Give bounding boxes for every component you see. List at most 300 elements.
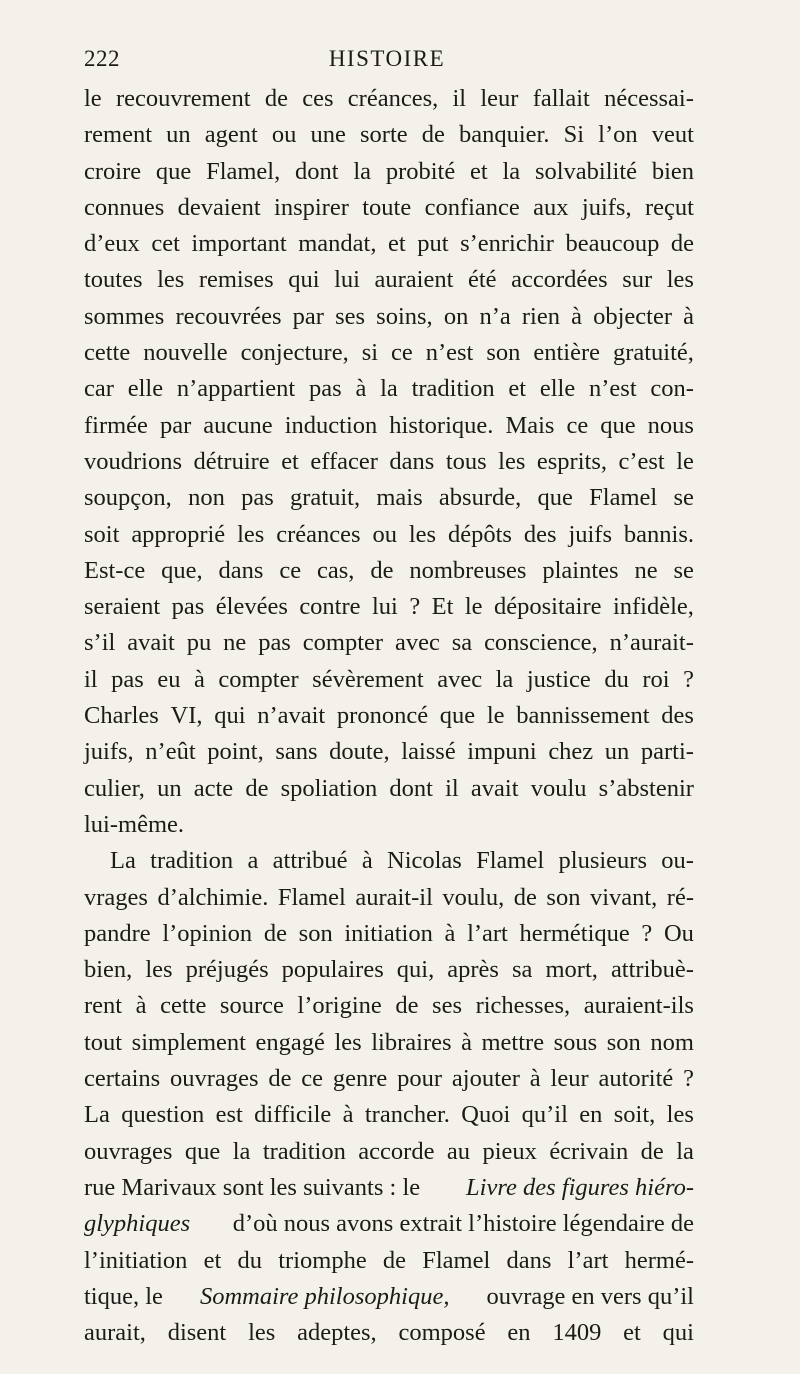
text-line xyxy=(84,988,694,1024)
word: pas xyxy=(111,665,144,693)
text-line-mixed xyxy=(84,1279,694,1315)
word: et xyxy=(623,1319,641,1347)
word: pieux xyxy=(482,1137,537,1165)
word: et xyxy=(203,1246,222,1274)
word: lui xyxy=(371,593,398,621)
word: les xyxy=(498,447,526,475)
word: de xyxy=(395,992,419,1020)
word: pas xyxy=(309,375,342,403)
word: l’art xyxy=(567,1246,609,1274)
word: ou xyxy=(271,121,297,149)
word: car xyxy=(84,375,114,403)
word: attribuè- xyxy=(610,956,694,984)
word: écrivain xyxy=(549,1137,629,1165)
word: sa xyxy=(451,629,473,657)
word: question xyxy=(121,1101,205,1129)
word: veut xyxy=(651,121,694,149)
word: gratuit, xyxy=(290,484,361,512)
word: pu xyxy=(186,629,212,657)
word: sévèrement xyxy=(312,665,424,693)
word: La xyxy=(84,1101,110,1129)
word: le xyxy=(464,593,483,621)
word: Nicolas xyxy=(387,847,462,875)
word: et xyxy=(281,447,299,475)
word: après xyxy=(447,956,499,984)
word: trancher. xyxy=(364,1101,450,1129)
word: de xyxy=(268,1065,292,1093)
word: à xyxy=(361,847,373,875)
word: La xyxy=(110,847,136,875)
word: tradition xyxy=(150,847,234,875)
text-line xyxy=(84,371,694,407)
word: il xyxy=(84,665,98,693)
word: Est-ce xyxy=(84,556,146,584)
word: par xyxy=(159,411,192,439)
word: entière xyxy=(533,339,600,367)
word: avait xyxy=(470,774,519,802)
word: de xyxy=(382,1246,407,1274)
word: se xyxy=(673,484,694,512)
word: compter xyxy=(218,665,299,693)
word: avec xyxy=(394,629,440,657)
word: la xyxy=(676,1137,694,1165)
word: dans xyxy=(506,1246,552,1274)
word: auraient-ils xyxy=(583,992,694,1020)
word: roi xyxy=(642,665,670,693)
word: qu’il xyxy=(521,1101,568,1129)
word: Flamel xyxy=(277,883,346,911)
word: non xyxy=(188,484,225,512)
word: accorde xyxy=(358,1137,435,1165)
word: nom xyxy=(650,1028,694,1056)
word: dans xyxy=(218,556,264,584)
word: Flamel xyxy=(476,847,545,875)
word: n’aurait- xyxy=(609,629,694,657)
word: c’est xyxy=(618,447,665,475)
word: justice xyxy=(526,665,591,693)
word: acte xyxy=(193,774,234,802)
word: rien xyxy=(521,302,560,330)
word: disent xyxy=(167,1319,227,1347)
word: esprits, xyxy=(536,447,607,475)
word: mort, xyxy=(545,956,598,984)
word: doute, xyxy=(329,738,390,766)
word: du xyxy=(604,665,629,693)
word: ses xyxy=(335,302,366,330)
word: un xyxy=(166,121,191,149)
word: mais xyxy=(376,484,423,512)
word: ce xyxy=(391,339,413,367)
word: pandre xyxy=(84,919,151,947)
word: juifs, xyxy=(84,738,134,766)
line-text-roman: tique, le xyxy=(84,1282,163,1310)
word: toutes xyxy=(84,266,143,294)
book-title-italic: glyphiques xyxy=(84,1210,191,1238)
word: bannissement xyxy=(516,702,650,730)
word: soit, xyxy=(613,1101,656,1129)
word: accordées xyxy=(511,266,608,294)
word: leur xyxy=(480,85,519,112)
word: la xyxy=(232,1137,251,1165)
word: historique. xyxy=(389,411,494,439)
text-line xyxy=(84,335,694,371)
word: cas, xyxy=(317,556,355,584)
word: en xyxy=(579,1101,603,1129)
word: de xyxy=(640,1137,664,1165)
word: initiation xyxy=(344,919,433,947)
word: des xyxy=(661,702,694,730)
word: qui, xyxy=(396,956,435,984)
word: Quoi xyxy=(461,1101,511,1129)
text-line xyxy=(84,190,694,226)
word: par xyxy=(292,302,324,330)
word: voudrions xyxy=(84,447,182,475)
word: dans xyxy=(389,447,435,475)
word: Flamel xyxy=(589,484,658,512)
text-line xyxy=(84,444,694,480)
word: objecter xyxy=(593,302,672,330)
text-line xyxy=(84,771,694,807)
word: pour xyxy=(397,1065,443,1093)
word: eu xyxy=(157,665,181,693)
text-line xyxy=(84,1097,694,1133)
word: ouvrages xyxy=(170,1065,259,1093)
word: nouvelle xyxy=(143,339,228,367)
word: culier, xyxy=(84,774,145,802)
text-line xyxy=(84,1025,694,1061)
word: spoliation xyxy=(280,774,378,802)
line-text-roman: ouvrage en vers qu’il xyxy=(486,1282,694,1310)
word: d’eux xyxy=(84,230,140,258)
word: gratuité, xyxy=(612,339,694,367)
word: et xyxy=(388,230,406,258)
word: auraient xyxy=(374,266,454,294)
text-line xyxy=(84,952,694,988)
body-text xyxy=(84,81,694,1351)
word: elle xyxy=(127,375,164,403)
book-title-italic: Livre des figures hiéro- xyxy=(466,1173,694,1201)
word: à xyxy=(571,302,582,330)
word: aurait, xyxy=(84,1319,146,1347)
word: chez xyxy=(548,738,594,766)
word: pas xyxy=(241,484,274,512)
word: au xyxy=(446,1137,470,1165)
text-line xyxy=(84,553,694,589)
word: aucune xyxy=(203,411,273,439)
word: créances xyxy=(276,520,361,548)
word: recouvrées xyxy=(175,302,282,330)
word: libraires xyxy=(371,1028,452,1056)
word: pas xyxy=(171,593,205,621)
word: à xyxy=(529,1065,541,1093)
word: croire xyxy=(84,157,142,185)
word: conjecture, xyxy=(240,339,349,367)
word: à xyxy=(342,1101,354,1129)
word: laissé xyxy=(401,738,456,766)
word: dont xyxy=(389,774,433,802)
word: ouvrages xyxy=(84,1137,173,1165)
word: un xyxy=(604,738,630,766)
word: d’alchimie. xyxy=(157,883,269,911)
word: ce xyxy=(566,411,589,439)
word: soit xyxy=(84,520,120,548)
word: effacer xyxy=(310,447,378,475)
word: nombreuses xyxy=(409,556,527,584)
word: l’origine xyxy=(297,992,382,1020)
word: son xyxy=(486,339,521,367)
word: composé xyxy=(398,1319,486,1347)
word: Et xyxy=(431,593,454,621)
word: ? xyxy=(683,665,694,693)
word: de xyxy=(421,121,445,149)
word: vrages xyxy=(84,883,148,911)
word: sa xyxy=(512,956,533,984)
word: recouvrement xyxy=(115,85,251,112)
word: que xyxy=(439,702,476,730)
word: avec xyxy=(437,665,483,693)
word: préjugés xyxy=(185,956,269,984)
word: juifs, xyxy=(581,193,632,221)
word: les xyxy=(157,266,185,294)
word: remises xyxy=(198,266,274,294)
word: ne xyxy=(223,629,247,657)
word: mettre xyxy=(481,1028,545,1056)
word: important xyxy=(191,230,287,258)
word: les xyxy=(145,956,173,984)
word: se xyxy=(673,556,694,584)
word: sans xyxy=(275,738,318,766)
word: avait xyxy=(127,629,175,657)
word: l’initiation xyxy=(84,1246,188,1274)
word: le xyxy=(676,447,694,475)
word: conscience, xyxy=(484,629,598,657)
text-line xyxy=(84,1315,694,1351)
word: son xyxy=(546,883,581,911)
text-line-mixed xyxy=(84,1170,694,1206)
word: Charles xyxy=(84,702,159,730)
text-line xyxy=(84,299,694,335)
text-line xyxy=(84,262,694,298)
word: fallait xyxy=(532,85,590,112)
word: banquier. xyxy=(458,121,550,149)
word: adeptes, xyxy=(297,1319,377,1347)
word: s’enrichir xyxy=(460,230,554,258)
word: ajouter xyxy=(451,1065,520,1093)
text-line xyxy=(84,154,694,190)
word: Si xyxy=(563,121,585,149)
word: populaires xyxy=(281,956,384,984)
page-number: 222 xyxy=(84,46,120,71)
word: soupçon, xyxy=(84,484,172,512)
word: n’est xyxy=(425,339,474,367)
word: la xyxy=(353,157,372,185)
word: il xyxy=(452,85,467,112)
text-line xyxy=(84,480,694,516)
word: engagé xyxy=(255,1028,325,1056)
paragraph-end-line xyxy=(84,807,694,843)
word: un xyxy=(157,774,182,802)
word: connues xyxy=(84,193,165,221)
word: difficile xyxy=(254,1101,332,1129)
word: qui xyxy=(662,1319,694,1347)
word: qui xyxy=(214,702,246,730)
word: elle xyxy=(539,375,576,403)
word: a xyxy=(247,847,259,875)
text-line xyxy=(84,916,694,952)
word: tradition xyxy=(411,375,495,403)
word: bien, xyxy=(84,956,133,984)
word: que, xyxy=(161,556,203,584)
word: beaucoup xyxy=(565,230,660,258)
word: tradition xyxy=(262,1137,346,1165)
text-line xyxy=(84,1134,694,1170)
word: la xyxy=(495,665,514,693)
word: sorte xyxy=(360,121,408,149)
word: le xyxy=(486,702,505,730)
word: bannis. xyxy=(623,520,694,548)
word: solvabilité xyxy=(534,157,638,185)
word: les xyxy=(237,520,265,548)
word: on xyxy=(443,302,469,330)
word: ou xyxy=(372,520,397,548)
text-line xyxy=(84,81,694,117)
word: son xyxy=(606,1028,641,1056)
word: les xyxy=(248,1319,276,1347)
word: de xyxy=(245,774,269,802)
word: est xyxy=(215,1101,243,1129)
word: absurde, xyxy=(438,484,522,512)
word: pas xyxy=(258,629,291,657)
word: élevées xyxy=(215,593,288,621)
word: ré- xyxy=(666,883,694,911)
word: n’a xyxy=(479,302,511,330)
word: dépôts xyxy=(447,520,512,548)
text-line-mixed xyxy=(84,1206,694,1242)
running-title: HISTOIRE xyxy=(328,46,446,71)
word: approprié xyxy=(131,520,226,548)
word: les xyxy=(666,1101,694,1129)
word: de xyxy=(513,883,537,911)
word: rement xyxy=(84,121,153,149)
paragraph-start-line xyxy=(84,843,694,879)
word: VI, xyxy=(170,702,203,730)
word: Flamel xyxy=(422,1246,491,1274)
word: l’art xyxy=(467,919,508,947)
word: nous xyxy=(647,411,694,439)
word: que xyxy=(600,411,636,439)
word: seraient xyxy=(84,593,161,621)
word: dépositaire xyxy=(494,593,602,621)
word: probité xyxy=(385,157,456,185)
word: ? xyxy=(641,919,653,947)
word: infidèle, xyxy=(612,593,694,621)
text-line xyxy=(84,1243,694,1279)
word: s’il xyxy=(84,629,116,657)
word: la xyxy=(502,157,521,185)
word: richesses, xyxy=(475,992,571,1020)
word: Mais xyxy=(505,411,555,439)
word: le xyxy=(84,85,102,112)
word: triomphe xyxy=(278,1246,367,1274)
word: ou- xyxy=(661,847,694,875)
text-line xyxy=(84,117,694,153)
text-line xyxy=(84,625,694,661)
word: dont xyxy=(295,157,339,185)
word: sommes xyxy=(84,302,165,330)
word: mandat, xyxy=(298,230,377,258)
word: l’on xyxy=(598,121,638,149)
word: été xyxy=(467,266,497,294)
word: cette xyxy=(160,992,207,1020)
word: devaient xyxy=(177,193,261,221)
word: soins, xyxy=(376,302,433,330)
word: prononcé xyxy=(336,702,429,730)
line-text-roman: rue Marivaux sont les suivants : le xyxy=(84,1173,421,1201)
word: contre xyxy=(299,593,361,621)
word: firmée xyxy=(84,411,148,439)
word: si xyxy=(361,339,379,367)
text-line xyxy=(84,698,694,734)
word: lui-même. xyxy=(84,810,185,838)
word: ? xyxy=(683,1065,694,1093)
text-line xyxy=(84,1061,694,1097)
word: de xyxy=(264,85,288,112)
word: une xyxy=(310,121,346,149)
book-title-italic: Sommaire philosophique, xyxy=(199,1282,450,1310)
text-line xyxy=(84,589,694,625)
word: de xyxy=(263,919,287,947)
text-line xyxy=(84,662,694,698)
text-line xyxy=(84,734,694,770)
word: reçut xyxy=(644,193,694,221)
word: impuni xyxy=(467,738,537,766)
word: nécessai- xyxy=(604,85,694,112)
word: en xyxy=(507,1319,531,1347)
word: ces xyxy=(302,85,334,112)
word: hermé- xyxy=(624,1246,694,1274)
word: aux xyxy=(533,193,569,221)
word: point, xyxy=(207,738,264,766)
word: à xyxy=(355,375,367,403)
word: rent xyxy=(84,992,123,1020)
word: induction xyxy=(284,411,378,439)
word: cet xyxy=(151,230,180,258)
word: tout xyxy=(84,1028,123,1056)
text-line xyxy=(84,880,694,916)
word: créances, xyxy=(347,85,439,112)
running-head xyxy=(84,46,690,78)
word: con- xyxy=(650,375,694,403)
word: inspirer xyxy=(274,193,349,221)
word: s’abstenir xyxy=(598,774,694,802)
word: plaintes xyxy=(542,556,619,584)
word: que xyxy=(537,484,573,512)
word: n’avait xyxy=(257,702,326,730)
word: des xyxy=(523,520,557,548)
word: et xyxy=(508,375,527,403)
word: compter xyxy=(302,629,384,657)
word: parti- xyxy=(640,738,694,766)
text-line xyxy=(84,226,694,262)
word: les xyxy=(408,520,437,548)
word: la xyxy=(380,375,398,403)
word: certains xyxy=(84,1065,161,1093)
word: Flamel, xyxy=(206,157,281,185)
word: l’opinion xyxy=(162,919,253,947)
word: bien xyxy=(651,157,694,185)
word: que xyxy=(184,1137,221,1165)
word: juifs xyxy=(568,520,612,548)
